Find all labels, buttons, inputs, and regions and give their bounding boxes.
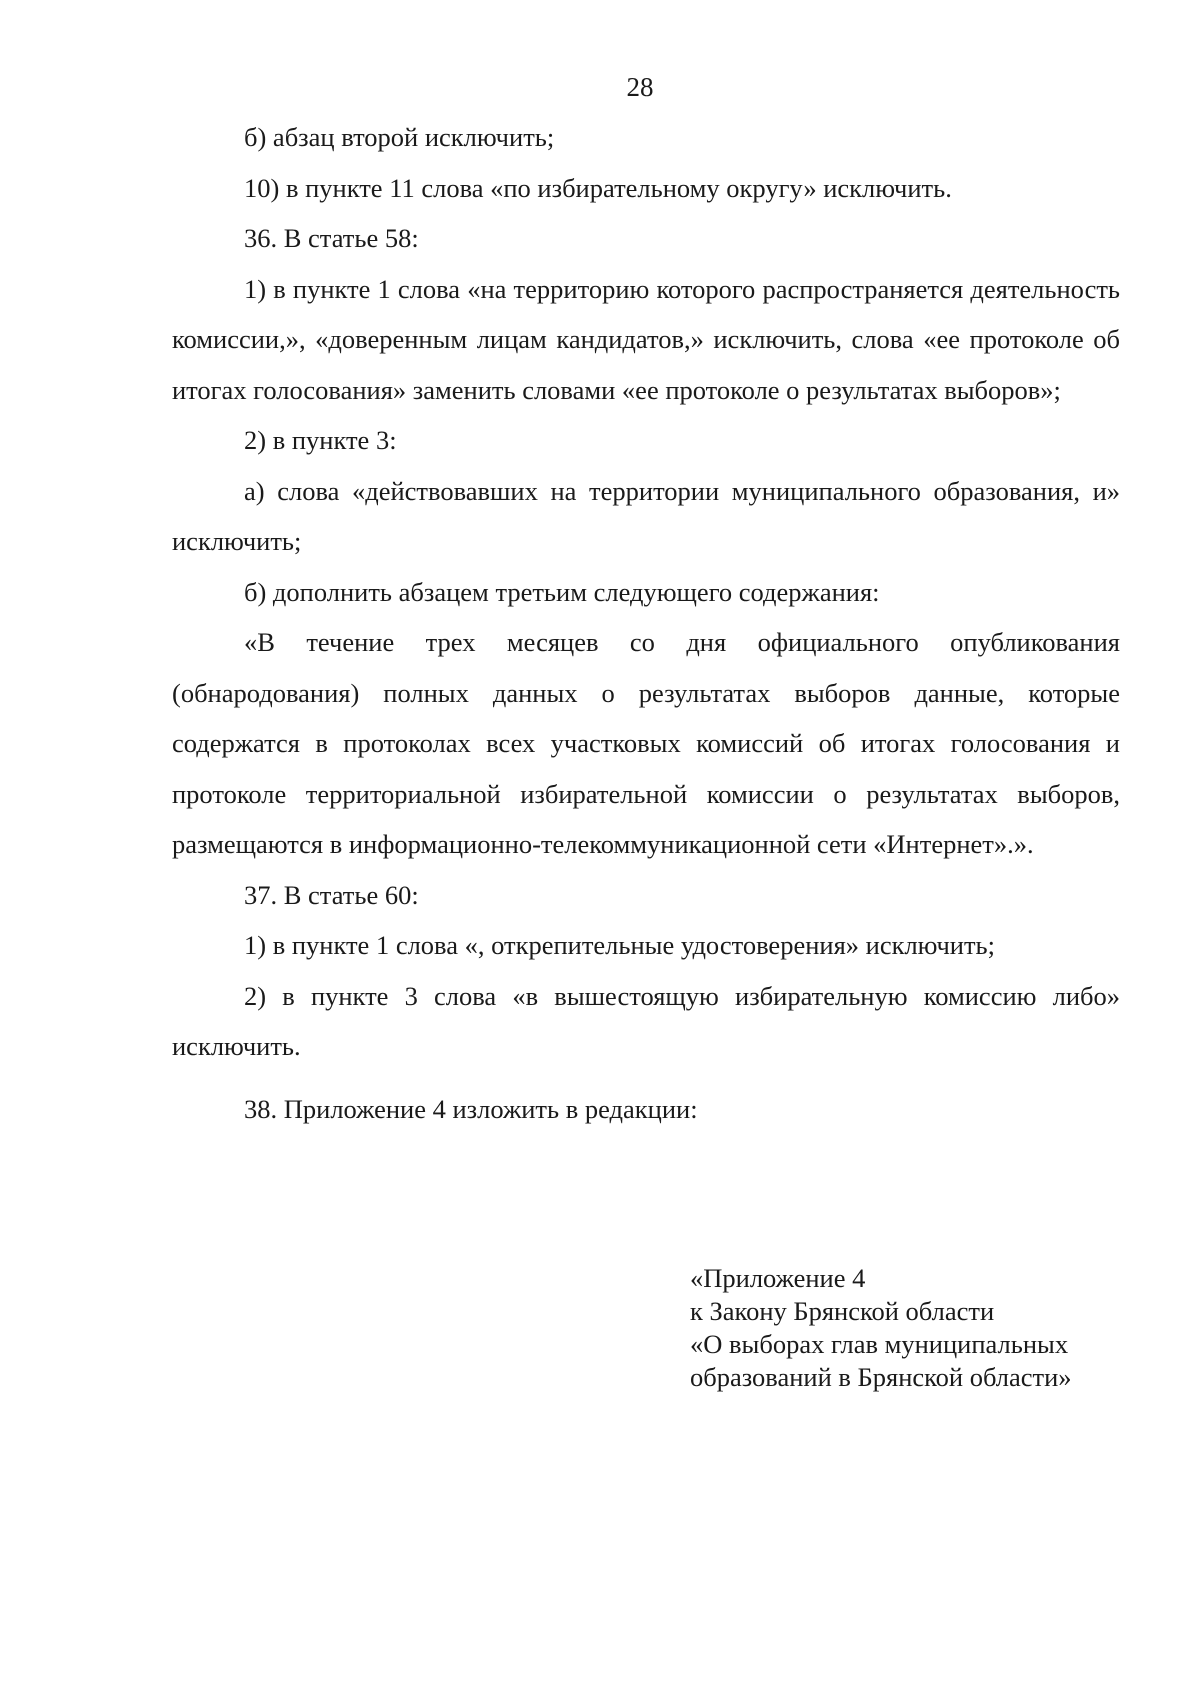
paragraph: б) дополнить абзацем третьим следующего содержания: <box>244 576 880 607</box>
appendix-heading <box>690 1262 1072 1394</box>
appendix-line: к Закону Брянской области <box>690 1296 995 1326</box>
paragraph: 1) в пункте 1 слова «на территорию которого распространяется деятельность комиссии,», «доверенным лицам кандидатов,» исключить, слова «ее протоколе об итогах голосования» заменить словами «ее протоколе о результатах выборов»; <box>172 273 1120 405</box>
paragraph: 37. В статье 60: <box>244 879 419 910</box>
appendix-line: «О выборах глав муниципальных <box>690 1329 1069 1359</box>
appendix-line: образований в Брянской области» <box>690 1362 1072 1392</box>
paragraph: 38. Приложение 4 изложить в редакции: <box>244 1093 698 1124</box>
paragraph: 36. В статье 58: <box>244 223 419 253</box>
appendix-line: «Приложение 4 <box>690 1263 866 1293</box>
paragraph: 10) в пункте 11 слова «по избирательному округу» исключить. <box>244 172 952 203</box>
paragraph: 2) в пункте 3 слова «в вышестоящую избирательную комиссию либо» исключить. <box>172 980 1120 1061</box>
paragraph: б) абзац второй исключить; <box>244 122 555 152</box>
paragraph: 2) в пункте 3: <box>244 425 397 455</box>
document-body <box>172 112 1120 1134</box>
paragraph: «В течение трех месяцев со дня официального опубликования (обнародования) полных данных о результатах выборов данные, которые содержатся в протоколах всех участковых комиссий об итогах голосования и протоколе территориальной избирательной комиссии о результатах выборов, размещаются в информационно-телекоммуникационной сети «Интернет».». <box>172 627 1120 859</box>
paragraph: а) слова «действовавших на территории муниципального образования, и» исключить; <box>172 475 1120 556</box>
paragraph: 1) в пункте 1 слова «, открепительные удостоверения» исключить; <box>244 930 996 960</box>
page-number: 28 <box>626 72 654 102</box>
